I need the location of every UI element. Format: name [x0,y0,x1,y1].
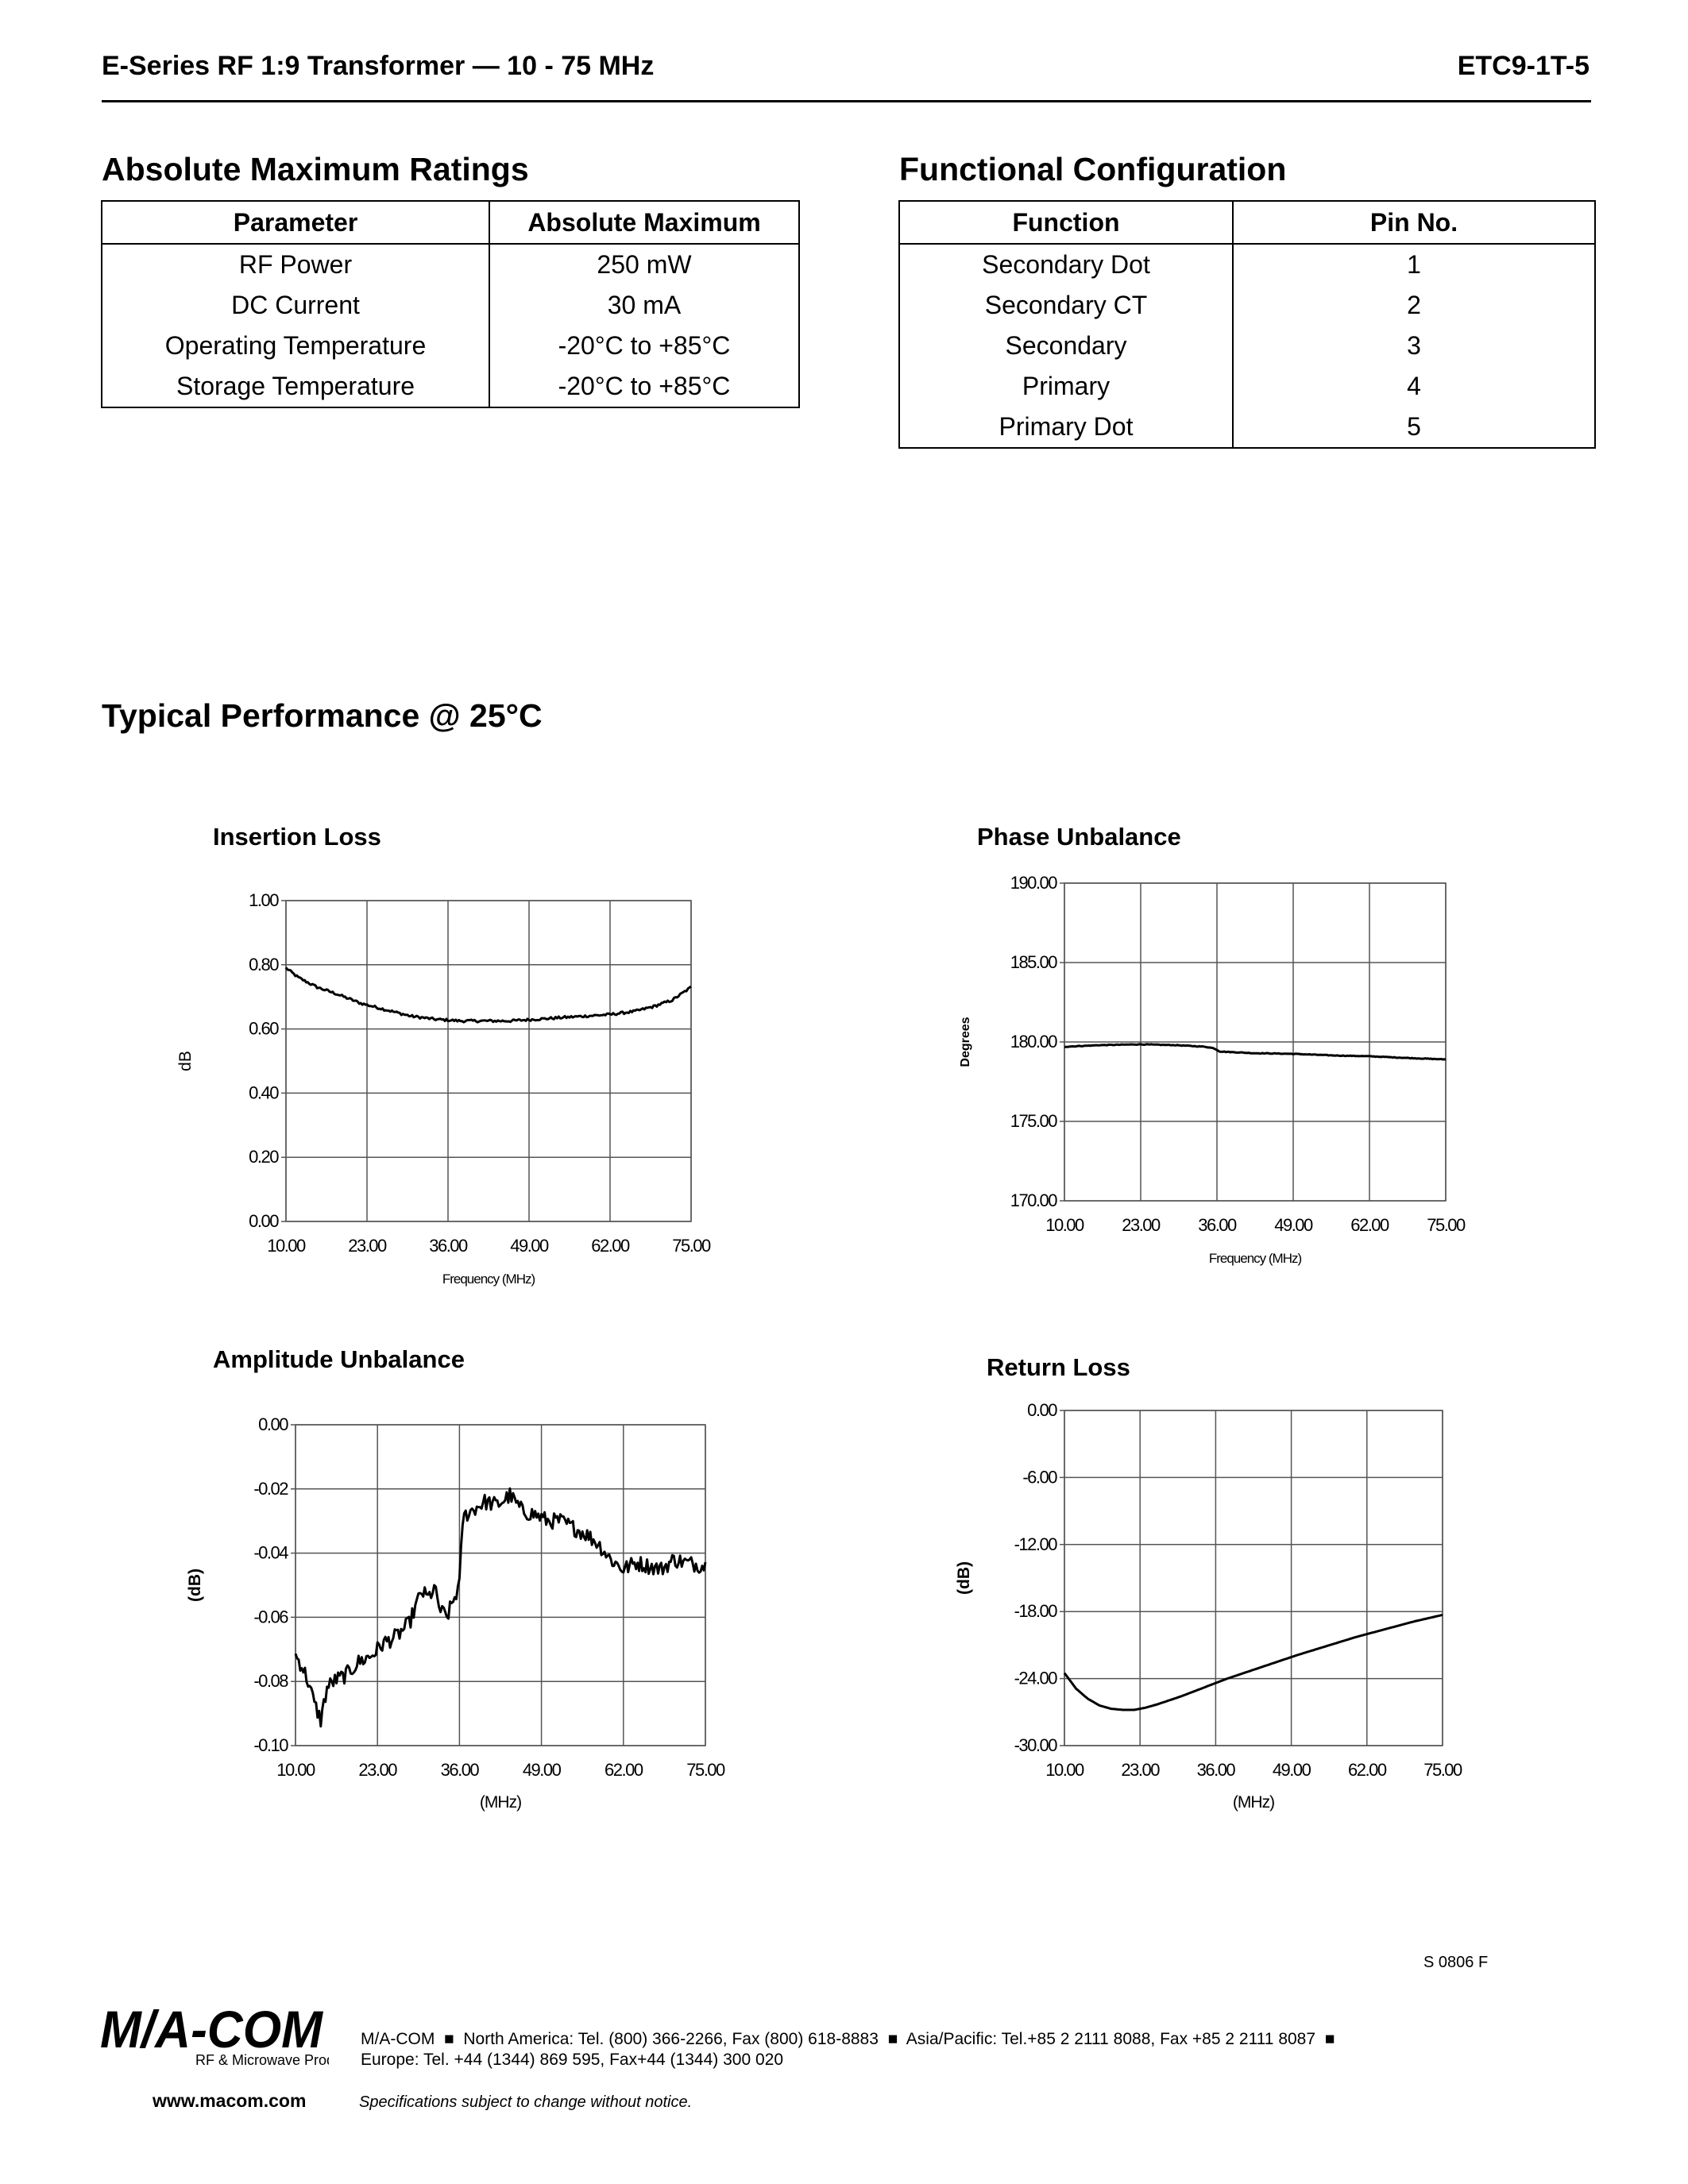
cell-pin: 2 [1233,285,1595,326]
y-tick-label: -0.06 [253,1607,288,1627]
x-tick-label: 36.00 [1198,1215,1236,1235]
contact-line-1: M/A-COM ■ North America: Tel. (800) 366-2266, Fax (800) 618-8883 ■ Asia/Pacific: Tel.+85 2 2111 8088, Fax +85 2 2111 8087 ■ [361,2030,1335,2048]
y-tick-label: -0.08 [253,1671,288,1692]
x-tick-label: 36.00 [429,1236,467,1256]
logo-wordmark: M/A-COM [100,2001,324,2059]
col-function: Function [899,201,1233,244]
chart-title-insertion-loss: Insertion Loss [213,823,381,851]
x-tick-label: 62.00 [1348,1760,1386,1780]
x-axis-label: Frequency (MHz) [442,1271,535,1287]
document-title: E-Series RF 1:9 Transformer — 10 - 75 MHz [102,51,655,81]
logo-subtitle: RF & Microwave Pro [195,2052,327,2068]
y-tick-label: 180.00 [1010,1032,1056,1051]
doc-code: S 0806 F [1423,1954,1489,1971]
cell-param: DC Current [102,285,489,326]
y-tick-label: 190.00 [1010,873,1056,893]
y-axis-label: Degrees [959,1017,972,1067]
x-tick-label: 36.00 [440,1760,479,1780]
performance-title: Typical Performance @ 25°C [102,697,543,734]
plot-frame [1064,1410,1443,1746]
cell-pin: 1 [1233,244,1595,285]
cell-value: -20°C to +85°C [489,366,799,407]
series-line [1064,1615,1443,1710]
y-tick-label: 0.00 [249,1211,278,1231]
x-tick-label: 23.00 [1121,1760,1159,1780]
col-parameter: Parameter [102,201,489,244]
y-tick-label: -30.00 [1014,1735,1056,1755]
x-tick-label: 49.00 [1272,1760,1311,1780]
x-tick-label: 10.00 [1045,1760,1083,1780]
cell-function: Secondary CT [899,285,1233,326]
y-tick-label: 185.00 [1010,952,1056,972]
y-tick-label: 0.80 [249,954,278,974]
cell-function: Secondary Dot [899,244,1233,285]
y-tick-label: 175.00 [1010,1111,1056,1131]
website-link[interactable]: www.macom.com [153,2090,307,2111]
y-tick-label: -0.10 [253,1735,288,1755]
part-number: ETC9-1T-5 [1457,51,1590,81]
y-tick-label: -6.00 [1022,1467,1056,1488]
cell-param: Storage Temperature [102,366,489,407]
x-tick-label: 10.00 [267,1236,305,1256]
y-tick-label: -0.04 [253,1542,288,1563]
contact-line-2: Europe: Tel. +44 (1344) 869 595, Fax+44 (1344) 300 020 [361,2051,784,2069]
x-tick-label: 75.00 [1427,1215,1465,1235]
cell-function: Secondary [899,326,1233,366]
chart-title-amplitude-unbalance: Amplitude Unbalance [213,1345,465,1373]
y-axis-label: (dB) [955,1561,973,1595]
chart-title-return-loss: Return Loss [987,1353,1130,1381]
x-axis-label: (MHz) [479,1793,522,1812]
y-tick-label: 0.40 [249,1082,278,1103]
x-tick-label: 49.00 [1274,1215,1312,1235]
chart-title-phase-unbalance: Phase Unbalance [977,823,1181,851]
x-tick-label: 62.00 [1350,1215,1389,1235]
y-axis-label: (dB) [186,1569,204,1602]
cell-pin: 3 [1233,326,1595,366]
y-tick-label: 0.00 [258,1414,288,1434]
cell-param: Operating Temperature [102,326,489,366]
y-tick-label: 0.20 [249,1147,278,1167]
x-tick-label: 23.00 [348,1236,386,1256]
y-tick-label: 1.00 [249,890,278,910]
cell-value: -20°C to +85°C [489,326,799,366]
macom-logo-icon [98,2001,329,2068]
x-tick-label: 23.00 [1122,1215,1160,1235]
y-tick-label: 0.60 [249,1018,278,1039]
x-tick-label: 75.00 [686,1760,724,1780]
cell-function: Primary Dot [899,407,1233,448]
y-tick-label: 0.00 [1027,1400,1056,1420]
y-axis-label: dB [176,1051,195,1071]
cell-value: 30 mA [489,285,799,326]
x-axis-label: Frequency (MHz) [1208,1251,1302,1266]
x-tick-label: 62.00 [605,1760,643,1780]
y-tick-label: -24.00 [1014,1668,1056,1688]
x-tick-label: 75.00 [1423,1760,1462,1780]
y-tick-label: 170.00 [1010,1190,1056,1210]
x-tick-label: 23.00 [358,1760,396,1780]
macom-logo [98,2001,329,2068]
abs-max-title: Absolute Maximum Ratings [102,151,529,187]
cell-function: Primary [899,366,1233,407]
y-tick-label: -12.00 [1014,1534,1056,1554]
cell-value: 250 mW [489,244,799,285]
y-tick-label: -18.00 [1014,1601,1056,1622]
x-tick-label: 62.00 [591,1236,629,1256]
x-tick-label: 75.00 [672,1236,710,1256]
cell-param: RF Power [102,244,489,285]
x-axis-label: (MHz) [1232,1793,1275,1812]
x-tick-label: 49.00 [510,1236,548,1256]
col-absolute-maximum: Absolute Maximum [489,201,799,244]
x-tick-label: 36.00 [1196,1760,1235,1780]
cell-pin: 4 [1233,366,1595,407]
x-tick-label: 49.00 [522,1760,561,1780]
x-tick-label: 10.00 [276,1760,315,1780]
specs-note: Specifications subject to change without notice. [359,2093,693,2111]
cell-pin: 5 [1233,407,1595,448]
func-config-title: Functional Configuration [899,151,1287,187]
y-tick-label: -0.02 [253,1478,288,1499]
col-pin-no: Pin No. [1233,201,1595,244]
x-tick-label: 10.00 [1045,1215,1083,1235]
